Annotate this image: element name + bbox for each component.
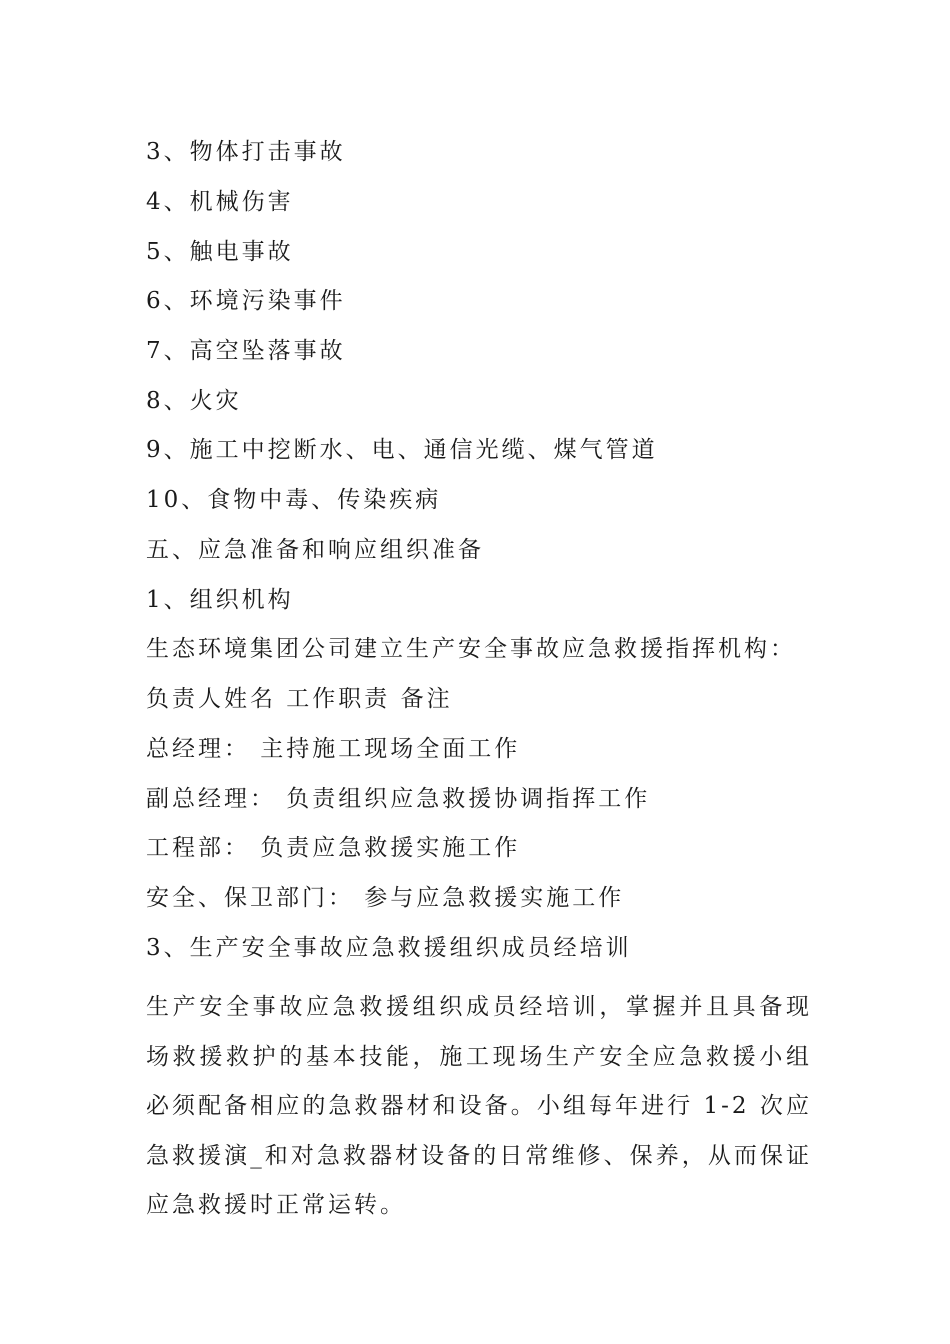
subsection-heading-organization: 1、组织机构 xyxy=(146,587,294,613)
subsection-heading-training: 3、生产安全事故应急救援组织成员经培训 xyxy=(146,935,632,961)
training-paragraph: 生产安全事故应急救援组织成员经培训，掌握并且具备现场救援救护的基本技能，施工现场生产安全应急救援小组必须配备相应的急救器材和设备。小组每年进行 1-2 次应急救援演_和对急救器材设备的日常维修、保养，从而保证应急救援时正常运转。 xyxy=(146,994,812,1219)
list-item-object-strike: 3、物体打击事故 xyxy=(146,139,346,165)
role-general-manager: 总经理： 主持施工现场全面工作 xyxy=(146,736,521,762)
list-item-fire: 8、火灾 xyxy=(146,388,242,414)
organization-intro: 生态环境集团公司建立生产安全事故应急救援指挥机构： xyxy=(146,636,796,662)
role-deputy-general-manager: 副总经理： 负责组织应急救援协调指挥工作 xyxy=(146,786,651,812)
list-item-food-poisoning: 10、食物中毒、传染疾病 xyxy=(146,487,442,513)
list-item-pollution: 6、环境污染事件 xyxy=(146,288,346,314)
list-item-electric-shock: 5、触电事故 xyxy=(146,239,294,265)
list-item-fall: 7、高空坠落事故 xyxy=(146,338,346,364)
responsibility-table-header: 负责人姓名 工作职责 备注 xyxy=(146,686,453,712)
list-item-utility-damage: 9、施工中挖断水、电、通信光缆、煤气管道 xyxy=(146,437,658,463)
list-item-mechanical-injury: 4、机械伤害 xyxy=(146,189,294,215)
section-heading-emergency-preparation: 五、应急准备和响应组织准备 xyxy=(146,537,484,563)
role-engineering-dept: 工程部： 负责应急救援实施工作 xyxy=(146,835,521,861)
role-safety-security-dept: 安全、保卫部门： 参与应急救援实施工作 xyxy=(146,885,625,911)
